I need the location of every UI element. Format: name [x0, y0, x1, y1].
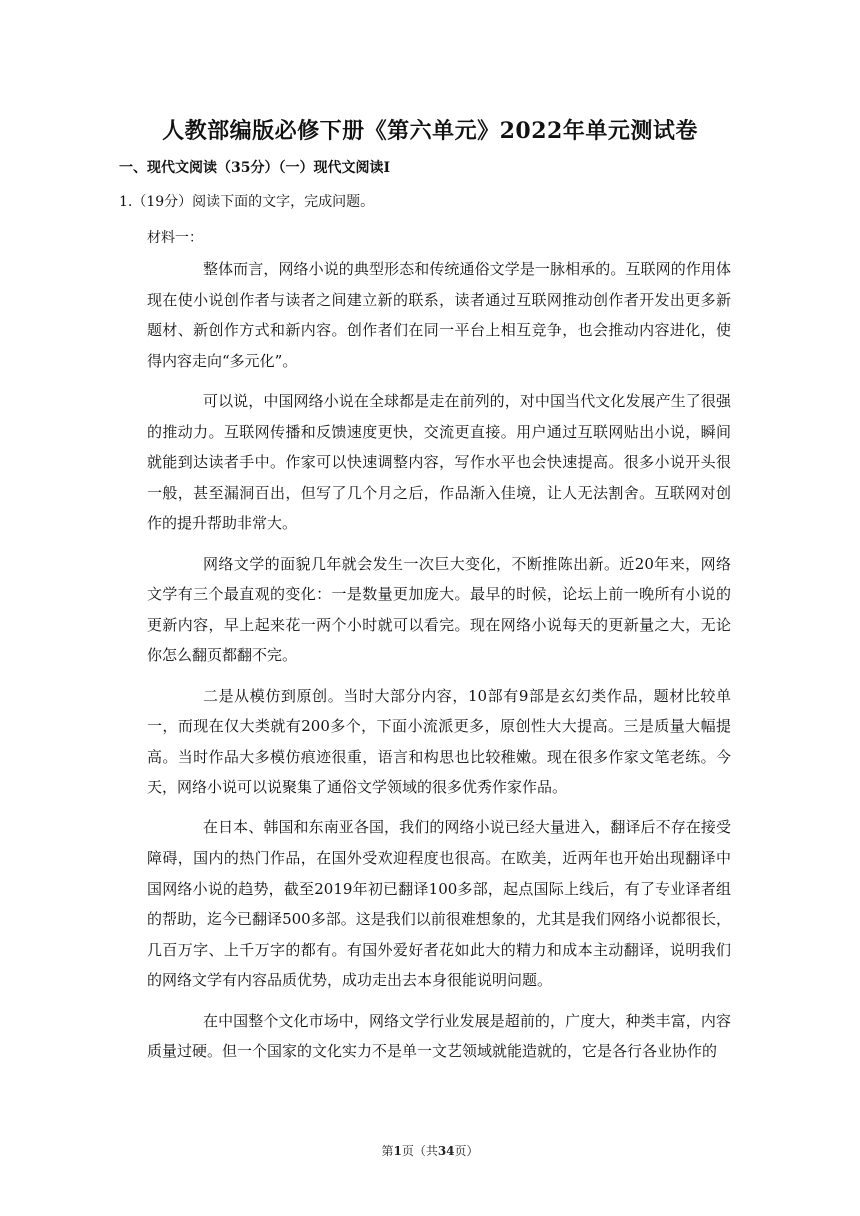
question-line: 1.（19分）阅读下面的文字，完成问题。 [119, 194, 375, 210]
paragraph: 二是从模仿到原创。当时大部分内容，10部有9部是玄幻类作品，题材比较单一，而现在仅大类就有200多个，下面小流派更多，原创性大大提高。三是质量大幅提高。当时作品大多模仿痕迹很重，语言和构思也比较稚嫩。现在很多作家文笔老练。今天，网络小说可以说聚集了通俗文学领域的很多优秀作家作品。 [147, 686, 731, 797]
document-title: 人教部编版必修下册《第六单元》2022年单元测试卷 [162, 118, 698, 144]
paragraph: 整体而言，网络小说的典型形态和传统通俗文学是一脉相承的。互联网的作用体现在使小说创作者与读者之间建立新的联系，读者通过互联网推动创作者开发出更多新题材、新创作方式和新内容。创作者们在同一平台上相互竞争，也会推动内容进化，使得内容走向“多元化”。 [147, 260, 731, 370]
section-heading: 一、现代文阅读（35分）（一）现代文阅读Ⅰ [119, 160, 391, 176]
material-label: 材料一： [147, 230, 203, 246]
footer-middle: 页（共 [401, 1144, 438, 1158]
footer-prefix: 第 [381, 1144, 394, 1158]
footer-total-pages: 34 [437, 1144, 455, 1158]
paragraph: 可以说，中国网络小说在全球都是走在前列的，对中国当代文化发展产生了很强的推动力。互联网传播和反馈速度更快，交流更直接。用户通过互联网贴出小说，瞬间就能到达读者手中。作家可以快速调整内容，写作水平也会快速提高。很多小说开头很一般，甚至漏洞百出，但写了几个月之后，作品渐入佳境，让人无法割舍。互联网对创作的提升帮助非常大。 [147, 391, 731, 533]
page-footer [0, 1142, 860, 1159]
paragraph: 在中国整个文化市场中，网络文学行业发展是超前的，广度大，种类丰富，内容质量过硬。但一个国家的文化实力不是单一文艺领域就能造就的，它是各行各业协作的 [147, 1011, 731, 1061]
footer-page-number: 1 [393, 1144, 402, 1158]
footer-suffix: 页） [454, 1144, 479, 1158]
paragraph: 网络文学的面貌几年就会发生一次巨大变化，不断推陈出新。近20年来，网络文学有三个最直观的变化：一是数量更加庞大。最早的时候，论坛上前一晚所有小说的更新内容，早上起来花一两个小时就可以看完。现在网络小说每天的更新量之大，无论你怎么翻页都翻不完。 [147, 554, 731, 665]
paragraph: 在日本、韩国和东南亚各国，我们的网络小说已经大量进入，翻译后不存在接受障碍，国内的热门作品，在国外受欢迎程度也很高。在欧美，近两年也开始出现翻译中国网络小说的趋势，截至2019年初已翻译100多部，起点国际上线后，有了专业译者组的帮助，迄今已翻译500多部。这是我们以前很难想象的，尤其是我们网络小说都很长，几百万字、上千万字的都有。有国外爱好者花如此大的精力和成本主动翻译，说明我们的网络文学有内容品质优势，成功走出去本身很能说明问题。 [147, 818, 731, 990]
passage-body [147, 254, 731, 1076]
